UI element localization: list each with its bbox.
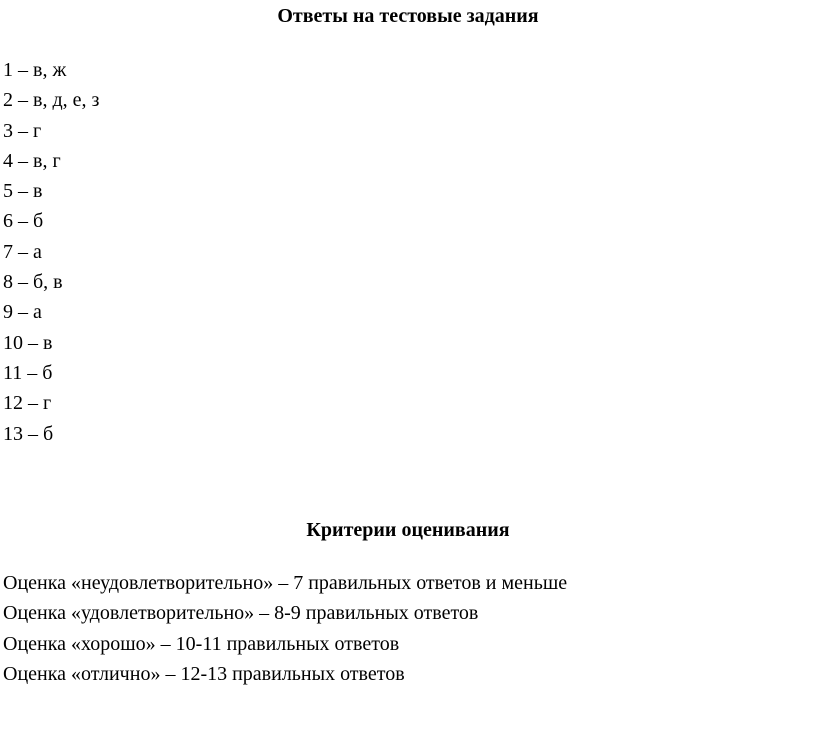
criteria-item: Оценка «отлично» – 12-13 правильных ответов [3,662,405,685]
criteria-item: Оценка «удовлетворительно» – 8-9 правильных ответов [3,602,479,625]
answer-item: 11 – б [3,361,53,384]
answer-item: 4 – в, г [3,149,61,172]
answer-item: 3 – г [3,119,42,142]
answer-item: 10 – в [3,331,53,354]
answer-item: 13 – б [3,422,54,445]
page-title: Ответы на тестовые задания [277,5,539,27]
criteria-title: Критерии оценивания [306,519,510,541]
answer-item: 8 – б, в [3,271,63,294]
answer-item: 2 – в, д, е, з [3,89,100,112]
answer-item: 6 – б [3,210,44,233]
answers-list [3,55,99,449]
answer-item: 12 – г [3,392,52,415]
criteria-item: Оценка «хорошо» – 10-11 правильных ответов [3,632,400,655]
criteria-list [3,568,567,689]
criteria-item: Оценка «неудовлетворительно» – 7 правильных ответов и меньше [3,572,568,594]
answer-item: 1 – в, ж [3,59,67,81]
answer-item: 7 – а [3,240,42,263]
answer-item: 5 – в [3,180,43,203]
answer-item: 9 – а [3,301,42,324]
